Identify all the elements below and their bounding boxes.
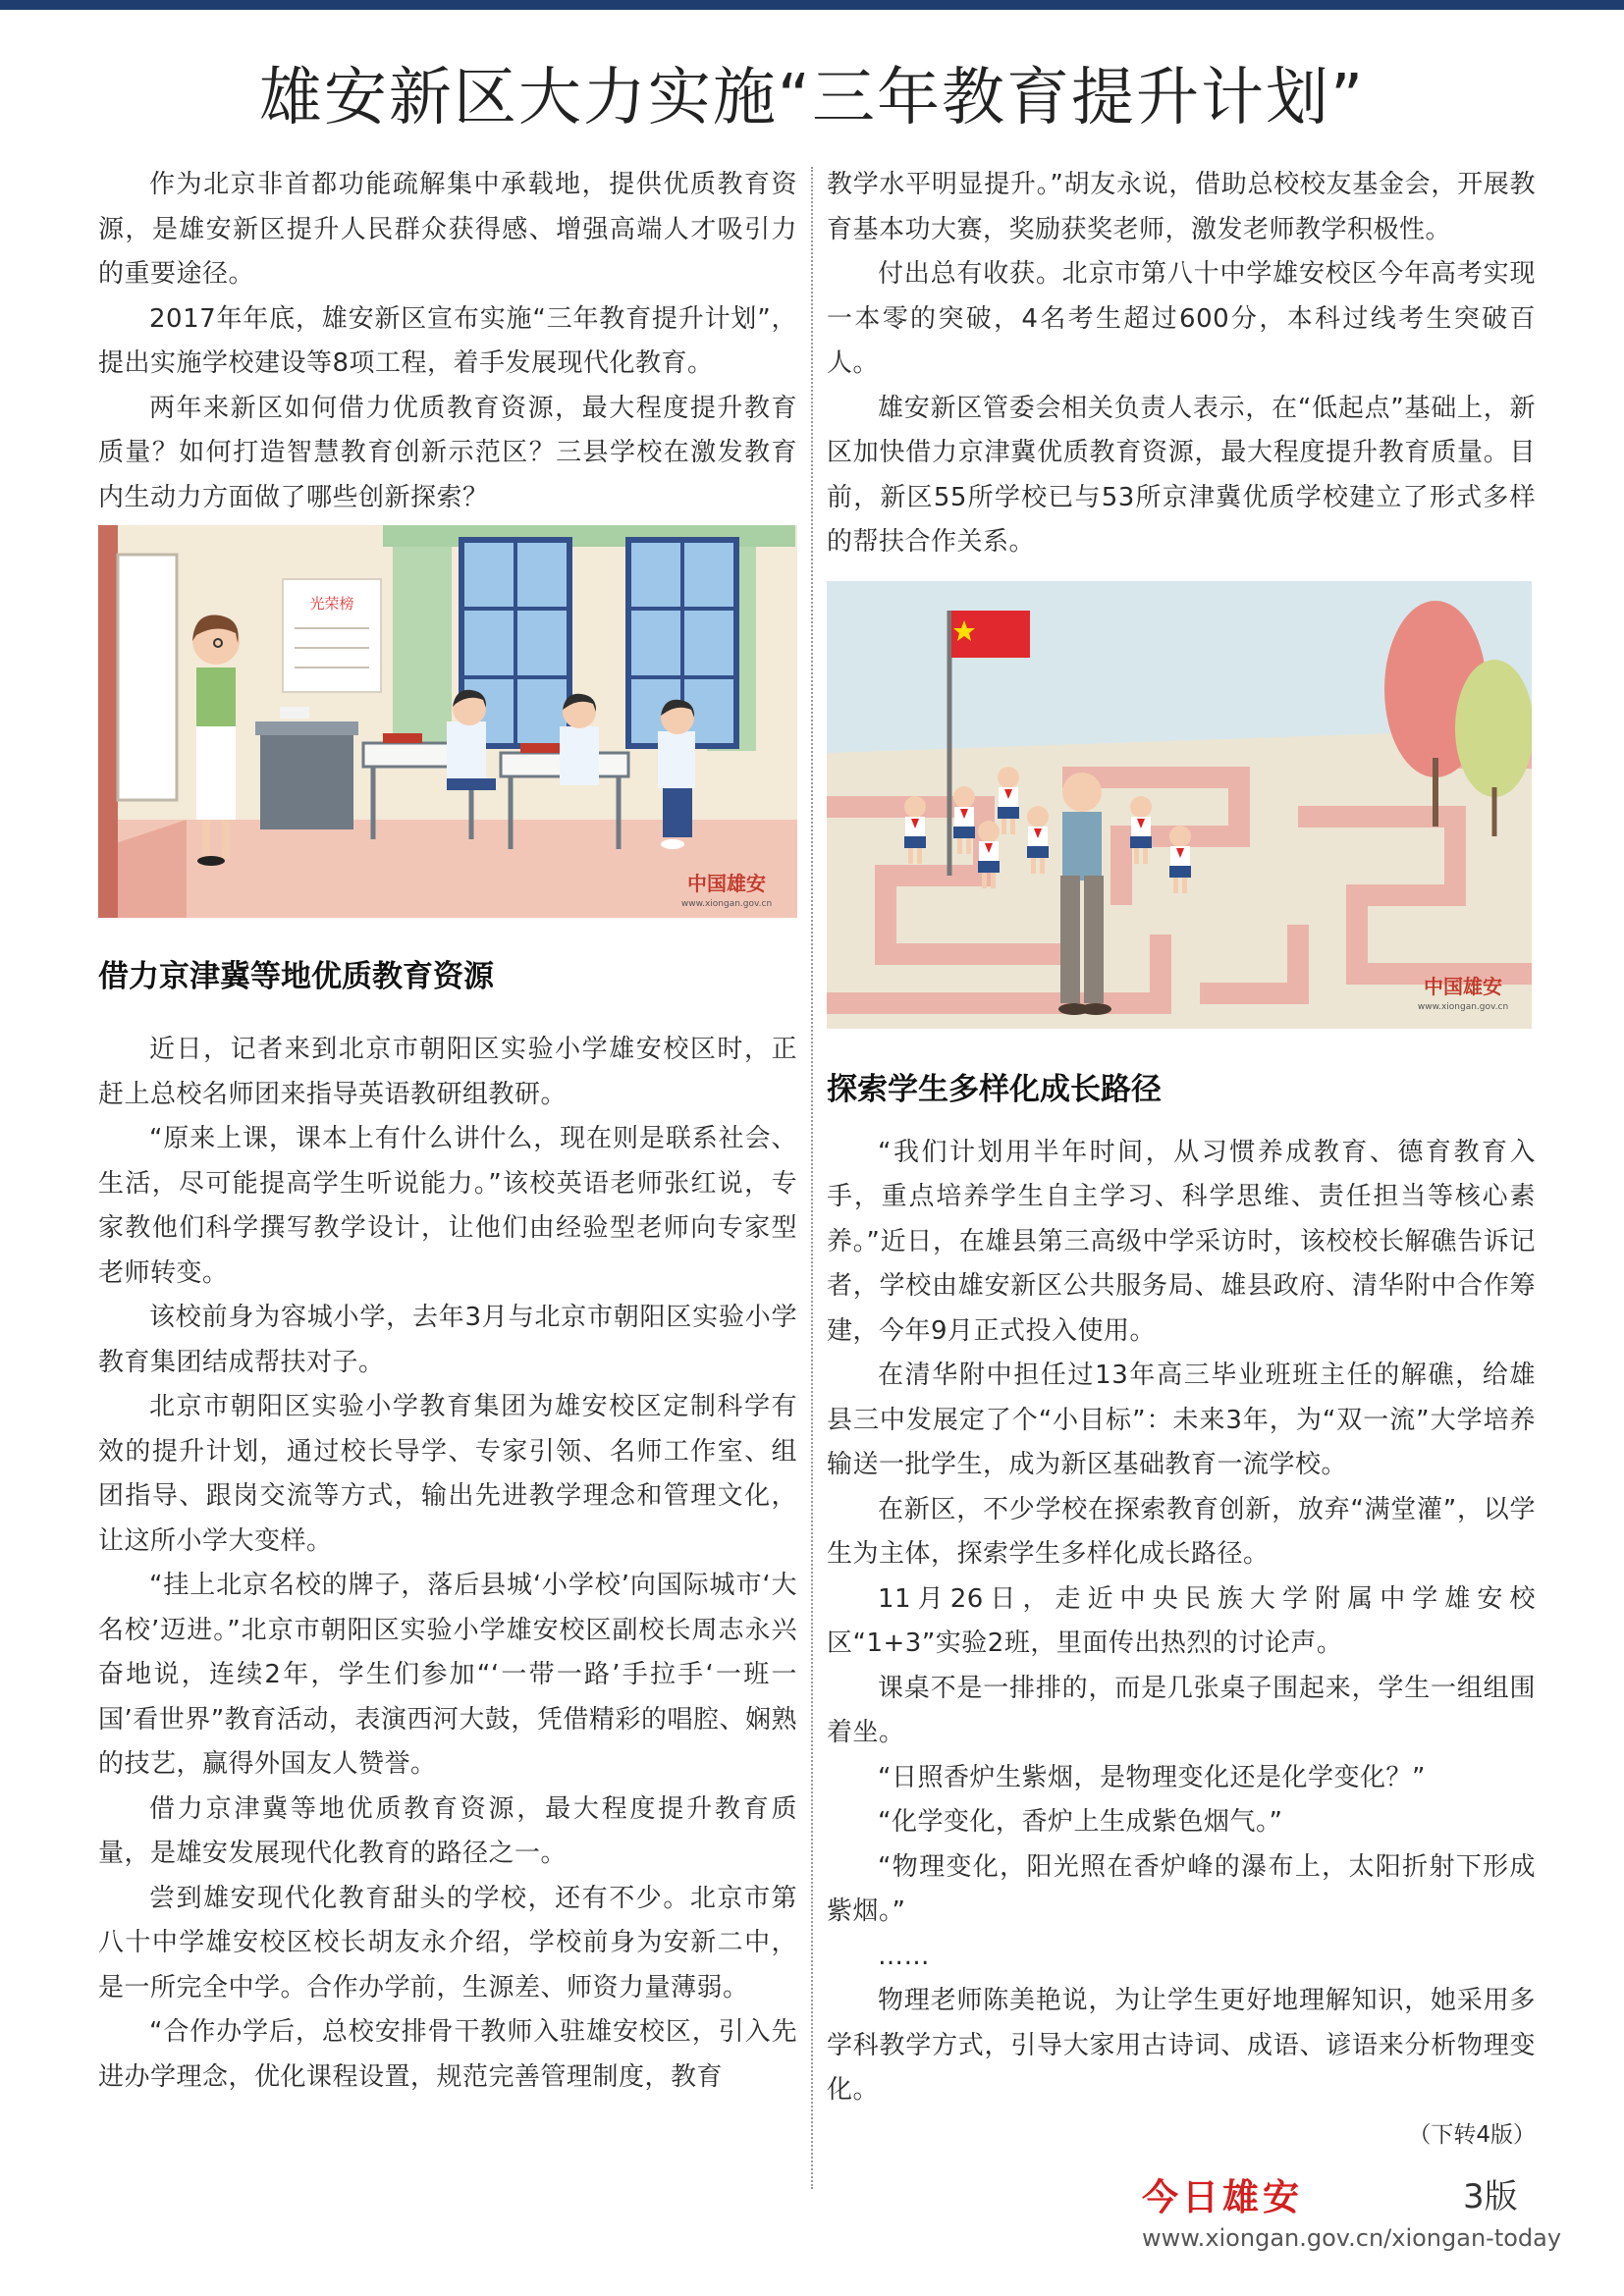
cooperation-paragraph: 雄安新区管委会相关负责人表示，在“低起点”基础上，新区加快借力京津冀优质教育资源，最大程度提升教育质量。目前，新区55所学校已与53所京津冀优质学校建立了形式多样的帮扶合作关系。 <box>827 393 1536 557</box>
resources-paragraph-5: “挂上北京名校的牌子，落后县城‘小学校’向国际城市‘大名校’迈进。”北京市朝阳区实验小学雄安校区副校长周志永兴奋地说，连续2年，学生们参加“‘一带一路’手拉手‘一班一国’看世界”教育活动，表演西河大鼓，凭借精彩的唱腔、娴熟的技艺，赢得外国友人赞誉。 <box>98 1571 797 1779</box>
growth-paragraph-5: 课桌不是一排排的，而是几张桌子围起来，学生一组组围着坐。 <box>827 1673 1536 1747</box>
section-heading-growth: 探索学生多样化成长路径 <box>827 1071 1162 1107</box>
resources-paragraph-7: 尝到雄安现代化教育甜头的学校，还有不少。北京市第八十中学雄安校区校长胡友永介绍，学校前身为安新二中，是一所完全中学。合作办学前，生源差、师资力量薄弱。 <box>98 1883 797 2002</box>
resources-paragraph-1: 近日，记者来到北京市朝阳区实验小学雄安校区时，正赶上总校名师团来指导英语教研组教研。 <box>98 1035 797 1109</box>
intro-paragraph-1: 作为北京非首都功能疏解集中承载地，提供优质教育资源，是雄安新区提升人民群众获得感、增强高端人才吸引力的重要途径。 <box>98 170 797 289</box>
resources-paragraph-3: 该校前身为容城小学，去年3月与北京市朝阳区实验小学教育集团结成帮扶对子。 <box>98 1303 797 1377</box>
growth-paragraph-2: 在清华附中担任过13年高三毕业班班主任的解礁，给雄县三中发展定了个“小目标”：未来3年，为“双一流”大学培养输送一批学生，成为新区基础教育一流学校。 <box>827 1361 1536 1479</box>
playground-watermark-brand: 中国雄安 <box>1424 974 1502 998</box>
growth-paragraph-10: 物理老师陈美艳说，为让学生更好地理解知识，她采用多学科教学方式，引导大家用古诗词、成语、谚语来分析物理变化。 <box>827 1986 1536 2105</box>
classroom-illustration <box>98 525 797 918</box>
section-heading-resources: 借力京津冀等地优质教育资源 <box>98 959 494 994</box>
honor-board-title: 光荣榜 <box>309 595 354 613</box>
continued-on-page-note: （下转4版） <box>1408 2121 1536 2148</box>
right-column <box>827 163 1536 2153</box>
playground-watermark-url: www.xiongan.gov.cn <box>1417 1001 1509 1012</box>
page-headline: 雄安新区大力实施“三年教育提升计划” <box>258 62 1366 134</box>
results-paragraph: 付出总有收获。北京市第八十中学雄安校区今年高考实现一本零的突破，4名考生超过600分，本科过线考生突破百人。 <box>827 259 1536 378</box>
growth-paragraph-1: “我们计划用半年时间，从习惯养成教育、德育教育入手，重点培养学生自主学习、科学思维、责任担当等核心素养。”近日，在雄县第三高级中学采访时，该校校长解礁告诉记者，学校由雄安新区公共服务局、雄县政府、清华附中合作筹建，今年9月正式投入使用。 <box>827 1137 1536 1346</box>
growth-paragraph-6: “日照香炉生紫烟，是物理变化还是化学变化？” <box>878 1762 1426 1792</box>
classroom-watermark-brand: 中国雄安 <box>687 872 766 895</box>
growth-paragraph-4: 11月26日，走近中央民族大学附属中学雄安校区“1+3”实验2班，里面传出热烈的讨论声。 <box>827 1583 1536 1658</box>
growth-paragraph-7: “化学变化，香炉上生成紫色烟气。” <box>878 1807 1283 1837</box>
growth-paragraph-8: “物理变化，阳光照在香炉峰的瀑布上，太阳折射下形成紫烟。” <box>827 1851 1536 1926</box>
resources-paragraph-8: “合作办学后，总校安排骨干教师入驻雄安校区，引入先进办学理念，优化课程设置，规范完善管理制度，教育 <box>98 2017 797 2092</box>
growth-paragraph-ellipsis: …… <box>878 1941 930 1971</box>
top-color-bar <box>0 0 1624 10</box>
column-divider <box>811 167 813 2189</box>
resources-paragraph-4: 北京市朝阳区实验小学教育集团为雄安校区定制科学有效的提升计划，通过校长导学、专家引领、名师工作室、组团指导、跟岗交流等方式，输出先进教学理念和管理文化，让这所小学大变样。 <box>98 1392 797 1556</box>
left-column <box>98 163 797 2100</box>
website-link[interactable]: www.xiongan.gov.cn/xiongan-today <box>1142 2224 1562 2252</box>
resources-paragraph-6: 借力京津冀等地优质教育资源，最大程度提升教育质量，是雄安发展现代化教育的路径之一。 <box>98 1793 797 1868</box>
intro-paragraph-3: 两年来新区如何借力优质教育资源，最大程度提升教育质量？如何打造智慧教育创新示范区？三县学校在激发教育内生动力方面做了哪些创新探索？ <box>98 393 797 512</box>
growth-paragraph-3: 在新区，不少学校在探索教育创新，放弃“满堂灌”，以学生为主体，探索学生多样化成长路径。 <box>827 1494 1536 1569</box>
resources-paragraph-2: “原来上课，课本上有什么讲什么，现在则是联系社会、生活，尽可能提高学生听说能力。”该校英语老师张红说，专家教他们科学撰写教学设计，让他们由经验型老师向专家型老师转变。 <box>98 1124 797 1288</box>
intro-paragraph-2: 2017年年底，雄安新区宣布实施“三年教育提升计划”，提出实施学校建设等8项工程，着手发展现代化教育。 <box>98 303 797 378</box>
publication-brand: 今日雄安 <box>1142 2175 1303 2218</box>
page-edition: 3版 <box>1463 2177 1518 2216</box>
playground-illustration <box>827 581 1532 1029</box>
continued-paragraph: 教学水平明显提升。”胡友永说，借助总校校友基金会，开展教育基本功大赛，奖励获奖老师，激发老师教学积极性。 <box>827 170 1536 244</box>
classroom-watermark-url: www.xiongan.gov.cn <box>680 899 773 909</box>
